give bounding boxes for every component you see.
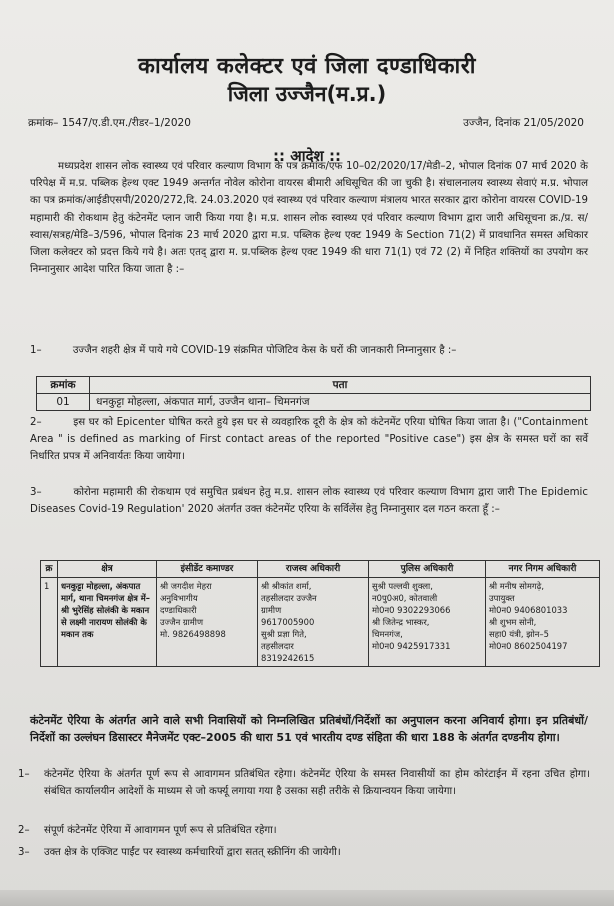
item-3-number: 3– (30, 487, 42, 498)
team-table-header (41, 561, 600, 578)
address-cell: धनकुट्टा मोहल्ला, अंकपात मार्ग, उज्जैन थाना– चिमनगंज (90, 394, 591, 411)
district-header: जिला उज्जैन(म.प्र.) (227, 82, 387, 106)
rule-3-number: 3– (18, 847, 30, 858)
revenue-cell (258, 578, 369, 667)
header-area: क्षेत्र (58, 561, 157, 578)
revenue-line: श्री श्रीकांत शर्मा, (261, 581, 312, 591)
place-date: उज्जैन, दिनांक 21/05/2020 (463, 117, 584, 129)
municipal-cell (486, 578, 600, 667)
rule-1-text: कंटेनमेंट ऐरिया के अंतर्गत पूर्ण रूप से आवागमन प्रतिबंधित रहेगा। कंटेनमेंट ऐरिया के समस्त निवासीयों का होम कोरंटाईन में रहना उचित होगा। संबंधित कार्यालयीन आदेशों के माध्यम से जो कर्फ्यू लगाया गया है उसका सही तरीके से क्रियान्वयन किया जायेगा। (44, 769, 590, 798)
commander-line: श्री जगदीश मेहरा (160, 581, 212, 591)
table-row (37, 394, 591, 411)
commander-line: उज्जैन ग्रामीण (160, 617, 204, 627)
item-1 (30, 342, 588, 359)
serial-cell: 01 (37, 394, 90, 411)
office-header: कार्यालय कलेक्टर एवं जिला दण्डाधिकारी (138, 54, 476, 79)
address-table (36, 376, 591, 411)
item-2-text: इस घर को Epicenter घोषित करते हुये इस घर से व्यवहारिक दूरी के क्षेत्र को कंटेनमेंट एरिया घोषित किया जाता है। ("Containment Area " is defined as marking of First contact areas of the reported "Positive case") इस क्षेत्र के समस्त घरों का सर्वे निर्धारित प्रपत्र में अनिवार्यतः किया जायेगा। (30, 417, 588, 462)
revenue-line: 8319242615 (261, 653, 315, 663)
item-3 (30, 484, 588, 518)
commander-line: दण्डाधिकारी (160, 605, 197, 615)
rule-2 (18, 822, 590, 839)
reference-row (28, 116, 584, 130)
restrictions-notice: कंटेनमेंट ऐरिया के अंतर्गत आने वाले सभी निवासियों को निम्नलिखित प्रतिबंधों/निर्देशों का अनुपालन करना अनिवार्य होगा। इन प्रतिबंधों/निर्देशों का उल्लंघन डिसास्टर मैनेजमेंट एक्ट–2005 की धारा 51 एवं भारतीय दण्ड संहिता की धारा 188 के अंतर्गत दण्डनीय होगा। (30, 714, 588, 744)
team-area-cell: धनकुट्टा मोहल्ला, अंकपात मार्ग, थाना चिमनगंज क्षेत्र में– श्री भुरेसिंह सोलंकी के मकान से लक्ष्मी नारायण सोलंकी के मकान तक (58, 578, 157, 667)
revenue-line: ग्रामीण (261, 605, 282, 615)
item-1-text: उज्जैन शहरी क्षेत्र में पाये गये COVID-19 संक्रमित पोजिटिव केस के घरों की जानकारी निम्नानुसार है :– (72, 345, 457, 356)
police-line: मो0न0 9302293066 (372, 605, 451, 615)
police-line: मो0न0 9425917331 (372, 641, 451, 651)
rule-3 (18, 844, 590, 861)
revenue-line: 9617005900 (261, 617, 315, 627)
header-revenue: राजस्व अधिकारी (258, 561, 369, 578)
address-table-header (37, 377, 591, 394)
police-line: न0पु0अ0, कोतवाली (372, 593, 438, 603)
header-address: पता (90, 377, 591, 394)
municipal-line: सहा0 यंत्री, झोन–5 (489, 629, 549, 639)
intro-paragraph (30, 158, 588, 278)
rule-2-number: 2– (18, 825, 30, 836)
police-line: श्री जितेन्द्र भास्कर, (372, 617, 430, 627)
intro-text: मध्यप्रदेश शासन लोक स्वास्थ्य एवं परिवार कल्याण विभाग के पत्र क्रमांक/एफ 10–02/2020/17/मेडी–2, भोपाल दिनांक 07 मार्च 2020 के परिपेक्ष में म.प्र. पब्लिक हेल्थ एक्ट 1949 अन्तर्गत नोवेल कोरोना वायरस बीमारी अधिसूचित की जा चुकी है। संचालनालय स्वास्थ्य सेवाएं म.प्र. भोपाल का पत्र क्रमांक/आईडीएसपी/2020/272,दि. 24.03.2020 एवं स्वास्थ्य एवं परिवार कल्याण मंत्रालय भारत सरकार द्वारा कोरोना वायरस COVID-19 महामारी की रोकथाम हेतु कंटेनमेंट प्लान जारी किया गया है। म.प्र. शासन लोक स्वास्थ्य एवं परिवार कल्याण विभाग द्वारा जारी अधिसूचना क्र./प्र. स/स्वास/सत्रह/मेडि–3/596, भोपाल दिनांक 23 मार्च 2020 द्वारा म.प्र. पब्लिक हेल्थ एक्ट 1949 के Section 71(2) में प्रावधानित समस्त अधिकार जिला कलेक्टर को प्रदत्त किये गये है। अतः एतद् द्वारा म. प्र.पब्लिक हेल्थ एक्ट 1949 की धारा 71(1) एवं 72 (2) में निहित शक्तियों का उपयोग कर निम्नानुसार आदेश पारित किया जाता है :– (30, 161, 588, 276)
order-title: :: आदेश :: (273, 147, 341, 165)
item-2-number: 2– (30, 417, 42, 428)
police-line: चिमनगंज, (372, 629, 403, 639)
item-3-text: कोरोना महामारी की रोकथाम एवं समुचित प्रबंधन हेतु म.प्र. शासन लोक स्वास्थ्य एवं परिवार कल्याण विभाग द्वारा जारी The Epidemic Diseases Covid-19 Regulation' 2020 अंतर्गत उक्त कंटेनमेंट एरिया के सर्विलेंस हेतु निम्नानुसार दल गठन करता हूँ :– (30, 487, 588, 515)
header-no: क्र (41, 561, 58, 578)
rule-2-text: संपूर्ण कंटेनमेंट ऐरिया में आवागमन पूर्ण रूप से प्रतिबंधित रहेगा। (44, 825, 277, 836)
police-cell (369, 578, 486, 667)
team-no-cell: 1 (41, 578, 58, 667)
rule-1-number: 1– (18, 769, 30, 780)
commander-cell (157, 578, 258, 667)
revenue-line: तहसीलदार (261, 641, 294, 651)
team-table (40, 560, 600, 667)
revenue-line: सुश्री प्रज्ञा गिते, (261, 629, 307, 639)
rule-1 (18, 766, 590, 800)
municipal-line: श्री शुभम सोनी, (489, 617, 537, 627)
table-row (41, 578, 600, 667)
municipal-line: उपायुक्त (489, 593, 515, 603)
municipal-line: श्री मनीष सोमगढ़े, (489, 581, 545, 591)
page-bottom-edge (0, 890, 614, 906)
header-commander: इंसीडेंट कमाण्डर (157, 561, 258, 578)
municipal-line: मो0न0 8602504197 (489, 641, 568, 651)
header-serial: क्रमांक (37, 377, 90, 394)
police-line: सुश्री पल्लवी शुक्ला, (372, 581, 433, 591)
header-police: पुलिस अधिकारी (369, 561, 486, 578)
header-municipal: नगर निगम अधिकारी (486, 561, 600, 578)
commander-line: अनुविभागीय (160, 593, 198, 603)
municipal-line: मो0न0 9406801033 (489, 605, 568, 615)
reference-number: क्रमांक– 1547/ए.डी.एम./रीडर–1/2020 (28, 117, 191, 129)
revenue-line: तहसीलदार उज्जैन (261, 593, 317, 603)
commander-line: मो. 9826498898 (160, 629, 226, 639)
item-1-number: 1– (30, 345, 42, 356)
item-2 (30, 414, 588, 465)
rule-3-text: उक्त क्षेत्र के एक्जिट पाईंट पर स्वास्थ्य कर्मचारियों द्वारा सतत् स्क्रीनिंग की जायेगी। (44, 847, 341, 858)
